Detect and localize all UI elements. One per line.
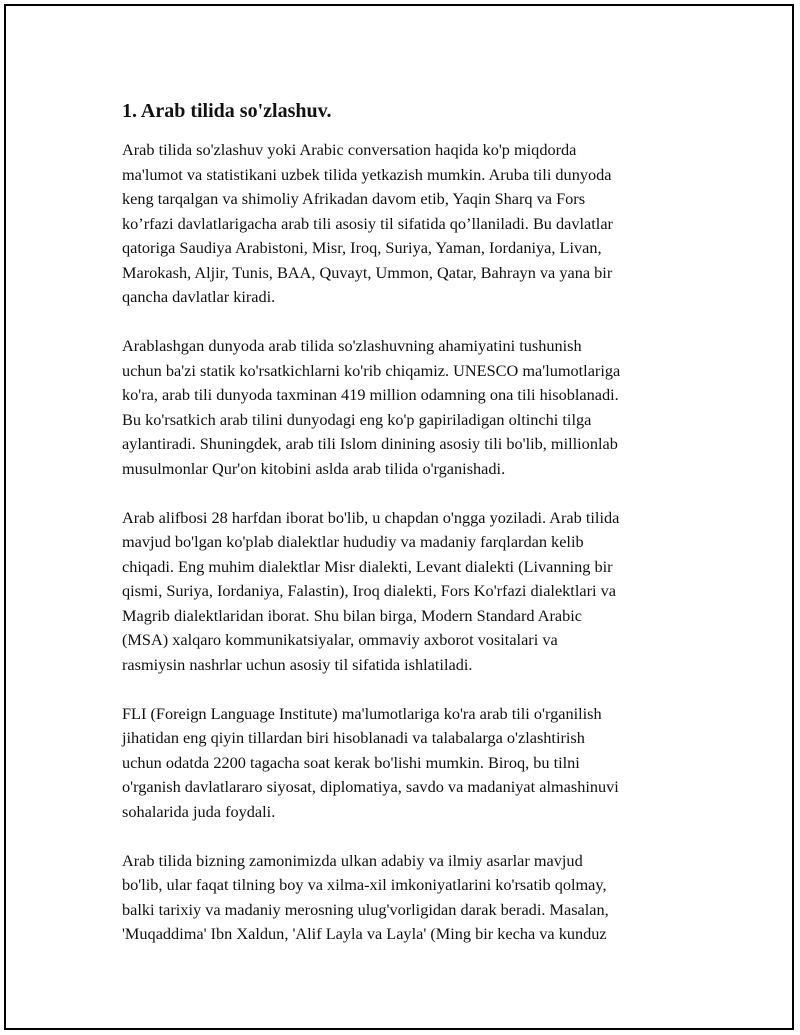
text-line: Arab tilida so'zlashuv yoki Arabic conversation haqida ko'p miqdorda xyxy=(122,140,577,159)
section-heading: 1. Arab tilida so'zlashuv. xyxy=(122,100,332,122)
paragraph-2 xyxy=(122,334,682,481)
text-line: jihatidan eng qiyin tillardan biri hisoblanadi va talabalarga o'zlashtirish xyxy=(122,728,585,747)
document-content xyxy=(122,98,682,971)
text-line: uchun ba'zi statik ko'rsatkichlarni ko'rib chiqamiz. UNESCO ma'lumotlariga xyxy=(122,360,621,380)
text-line: Bu ko'rsatkich arab tilini dunyodagi eng ko'p gapiriladigan oltinchi tilga xyxy=(122,409,592,429)
text-line: qismi, Suriya, Iordaniya, Falastin), Iroq dialekti, Fors Ko'rfazi dialektlari va xyxy=(122,581,616,600)
text-line: sohalarida juda foydali. xyxy=(122,801,276,821)
paragraph-1 xyxy=(122,138,682,310)
text-line: rasmiysin nashrlar uchun asosiy til sifatida ishlatiladi. xyxy=(122,654,473,674)
text-line: Arab tilida bizning zamonimizda ulkan adabiy va ilmiy asarlar mavjud xyxy=(122,850,583,870)
text-line: ma'lumot va statistikani uzbek tilida yetkazish mumkin. Aruba tili dunyoda xyxy=(122,164,612,184)
text-line: qatoriga Saudiya Arabistoni, Misr, Iroq, Suriya, Yaman, Iordaniya, Livan, xyxy=(122,238,602,257)
paragraph-5 xyxy=(122,849,682,947)
text-line: Arablashgan dunyoda arab tilida so'zlashuvning ahamiyatini tushunish xyxy=(122,336,582,355)
document-page xyxy=(4,4,794,1030)
text-line: ko’rfazi davlatlarigacha arab tili asosiy til sifatida qo’llaniladi. Bu davlatlar xyxy=(122,213,613,233)
text-line: aylantiradi. Shuningdek, arab tili Islom dinining asosiy tili bo'lib, millionlab xyxy=(122,434,618,453)
text-line: FLI (Foreign Language Institute) ma'lumotlariga ko'ra arab tili o'rganilish xyxy=(122,703,602,723)
text-line: Magrib dialektlaridan iborat. Shu bilan birga, Modern Standard Arabic xyxy=(122,605,582,625)
paragraph-4 xyxy=(122,702,682,825)
text-line: mavjud bo'lgan ko'plab dialektlar hududiy va madaniy farqlardan kelib xyxy=(122,532,584,551)
text-line: ko'ra, arab tili dunyoda taxminan 419 million odamning ona tili hisoblanadi. xyxy=(122,385,619,404)
text-line: musulmonlar Qur'on kitobini aslda arab tilida o'rganishadi. xyxy=(122,458,506,478)
text-line: qancha davlatlar kiradi. xyxy=(122,287,276,306)
text-line: keng tarqalgan va shimoliy Afrikadan davom etib, Yaqin Sharq va Fors xyxy=(122,189,586,208)
text-line: Arab alifbosi 28 harfdan iborat bo'lib, u chapdan o'ngga yoziladi. Arab tilida xyxy=(122,507,620,527)
text-line: 'Muqaddima' Ibn Xaldun, 'Alif Layla va Layla' (Ming bir kecha va kunduz xyxy=(122,924,607,943)
text-line: (MSA) xalqaro kommunikatsiyalar, ommaviy axborot vositalari va xyxy=(122,630,558,649)
text-line: uchun odatda 2200 tagacha soat kerak bo'lishi mumkin. Biroq, bu tilni xyxy=(122,752,580,772)
text-line: balki tarixiy va madaniy merosning ulug'vorligidan darak beradi. Masalan, xyxy=(122,899,609,919)
text-line: Marokash, Aljir, Tunis, BAA, Quvayt, Ummon, Qatar, Bahrayn va yana bir xyxy=(122,262,613,282)
paragraph-3 xyxy=(122,506,682,678)
text-line: o'rganish davlatlararo siyosat, diplomatiya, savdo va madaniyat almashinuvi xyxy=(122,777,619,796)
text-line: chiqadi. Eng muhim dialektlar Misr dialekti, Levant dialekti (Livanning bir xyxy=(122,556,613,576)
text-line: bo'lib, ular faqat tilning boy va xilma-xil imkoniyatlarini ko'rsatib qolmay, xyxy=(122,875,607,894)
